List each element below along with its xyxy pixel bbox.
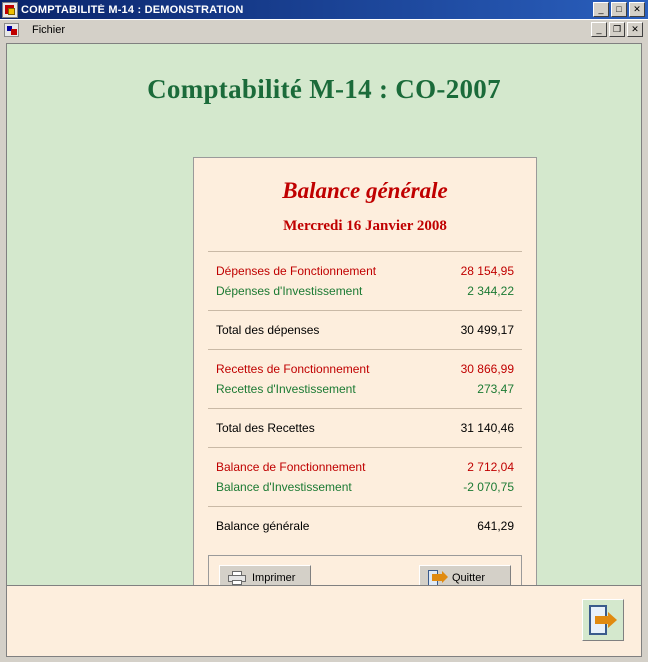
window-controls bbox=[593, 2, 645, 17]
table-row bbox=[194, 418, 536, 438]
row-value: 30 866,99 bbox=[460, 362, 514, 376]
close-button[interactable]: ✕ bbox=[629, 2, 645, 17]
mdi-close-button[interactable]: ✕ bbox=[627, 22, 643, 37]
bottom-toolbar bbox=[6, 585, 642, 657]
row-group bbox=[194, 311, 536, 349]
balance-rows bbox=[194, 251, 536, 545]
panel-title: Balance générale bbox=[282, 178, 448, 203]
row-label: Total des dépenses bbox=[216, 323, 320, 337]
client-area bbox=[6, 43, 642, 657]
table-row bbox=[194, 359, 536, 379]
table-row bbox=[194, 379, 536, 399]
print-button-label: Imprimer bbox=[252, 571, 296, 584]
row-label: Balance d'Investissement bbox=[216, 480, 352, 494]
row-label: Recettes de Fonctionnement bbox=[216, 362, 370, 376]
quit-button-label: Quitter bbox=[452, 571, 486, 584]
table-row bbox=[194, 457, 536, 477]
app-icon bbox=[2, 2, 18, 18]
row-group bbox=[194, 448, 536, 506]
row-value: 641,29 bbox=[477, 519, 514, 533]
row-label: Dépenses de Fonctionnement bbox=[216, 264, 377, 278]
exit-door-icon bbox=[588, 605, 618, 635]
minimize-button[interactable]: _ bbox=[593, 2, 609, 17]
mdi-window-controls bbox=[591, 22, 643, 37]
title-bar bbox=[0, 0, 648, 19]
row-value: 2 344,22 bbox=[467, 284, 514, 298]
printer-icon bbox=[228, 571, 246, 585]
page-title: Comptabilité M-14 : CO-2007 bbox=[147, 74, 501, 104]
row-value: 30 499,17 bbox=[460, 323, 514, 337]
row-value: 273,47 bbox=[477, 382, 514, 396]
row-label: Total des Recettes bbox=[216, 421, 315, 435]
panel-date: Mercredi 16 Janvier 2008 bbox=[283, 218, 447, 234]
maximize-button[interactable]: □ bbox=[611, 2, 627, 17]
table-row bbox=[194, 477, 536, 497]
row-label: Balance générale bbox=[216, 519, 310, 533]
row-value: 31 140,46 bbox=[460, 421, 514, 435]
menu-item-fichier[interactable]: Fichier bbox=[32, 24, 66, 36]
table-row bbox=[194, 320, 536, 340]
row-value: 28 154,95 bbox=[460, 264, 514, 278]
window-title: COMPTABILITÉ M-14 : DEMONSTRATION bbox=[21, 3, 244, 16]
exit-door-icon bbox=[428, 570, 446, 586]
mdi-area bbox=[0, 19, 648, 662]
table-row bbox=[194, 516, 536, 536]
exit-button[interactable] bbox=[582, 599, 624, 641]
mdi-restore-button[interactable]: ❐ bbox=[609, 22, 625, 37]
row-group bbox=[194, 409, 536, 447]
menu-bar bbox=[0, 20, 648, 40]
row-label: Recettes d'Investissement bbox=[216, 382, 356, 396]
row-group bbox=[194, 507, 536, 545]
table-row bbox=[194, 261, 536, 281]
row-value: 2 712,04 bbox=[467, 460, 514, 474]
row-label: Balance de Fonctionnement bbox=[216, 460, 366, 474]
row-label: Dépenses d'Investissement bbox=[216, 284, 363, 298]
row-group bbox=[194, 350, 536, 408]
row-value: -2 070,75 bbox=[463, 480, 514, 494]
table-row bbox=[194, 281, 536, 301]
document-icon bbox=[4, 23, 19, 37]
row-group bbox=[194, 252, 536, 310]
mdi-minimize-button[interactable]: _ bbox=[591, 22, 607, 37]
balance-panel bbox=[193, 157, 537, 615]
